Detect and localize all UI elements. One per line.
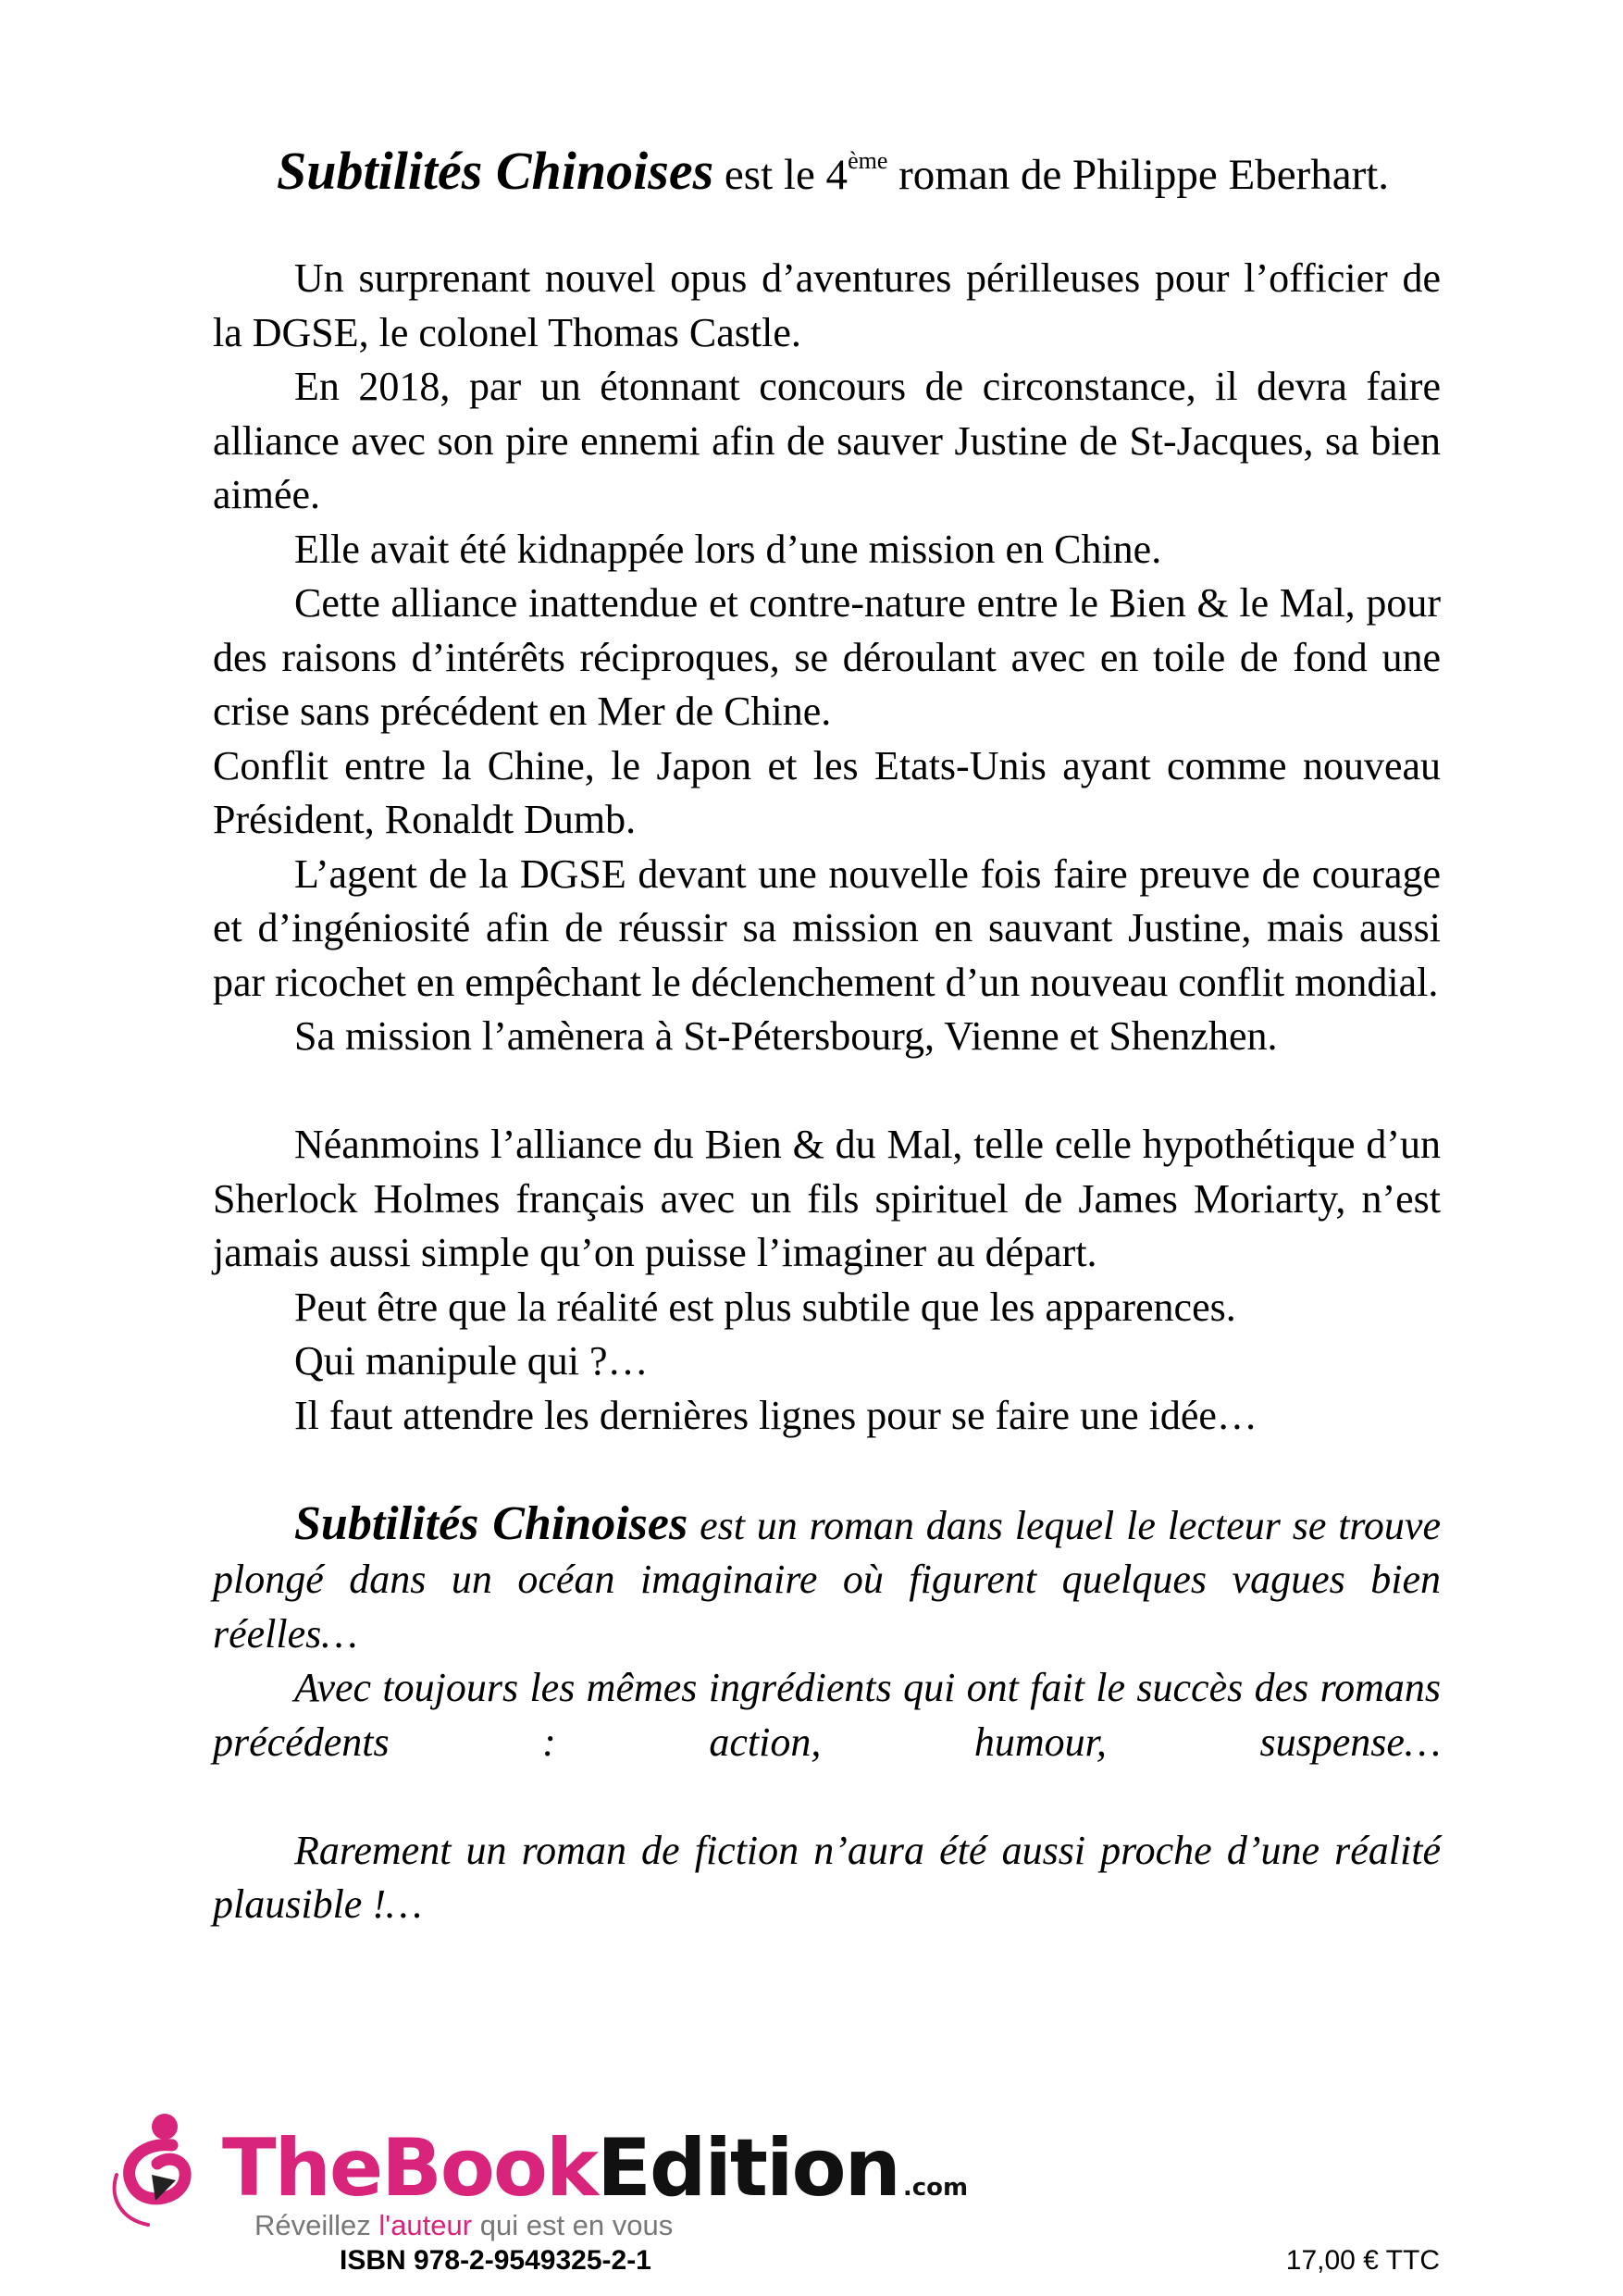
paragraph: Peut être que la réalité est plus subtile que les apparences.: [294, 1284, 1236, 1330]
headline-superscript: ème: [848, 147, 888, 174]
paragraph: Il faut attendre les dernières lignes pour se faire une idée…: [294, 1392, 1258, 1438]
paragraph: En 2018, par un étonnant concours de circonstance, il devra faire alliance avec son pire ennemi afin de sauver Justine de St-Jacques, sa bien aimée.: [213, 364, 1441, 517]
isbn: ISBN 978-2-9549325-2-1: [340, 2245, 651, 2276]
italic-text: est un roman dans lequel le lecteur se trouve plongé dans un océan imaginaire où figurent quelques vagues bien réelles…: [213, 1502, 1441, 1657]
tagline-highlight: l'auteur: [378, 2209, 473, 2241]
headline-text-end: roman de Philippe Eberhart.: [887, 151, 1390, 199]
paragraph: Néanmoins l’alliance du Bien & du Mal, telle celle hypothétique d’un Sherlock Holmes français avec un fils spirituel de James Moriarty, n’est jamais aussi simple qu’on puisse l’imaginer au départ.: [213, 1122, 1441, 1275]
paragraph: Un surprenant nouvel opus d’aventures périlleuses pour l’officier de la DGSE, le colonel Thomas Castle.: [213, 255, 1441, 355]
publisher-brand: [222, 2122, 969, 2215]
italic-paragraph: Avec toujours les mêmes ingrédients qui ont fait le succès des romans précédents : action, humour, suspense…: [213, 1665, 1441, 1765]
paragraph: Qui manipule qui ?…: [294, 1338, 649, 1384]
italic-paragraph: Rarement un roman de fiction n’aura été aussi proche d’une réalité plausible !…: [213, 1827, 1441, 1927]
brand-tld: .com: [902, 2174, 969, 2202]
paragraph: Cette alliance inattendue et contre-nature entre le Bien & le Mal, pour des raisons d’intérêts réciproques, se déroulant avec en toile de fond une crise sans précédent en Mer de Chine.: [213, 580, 1441, 734]
person-swirl-logo-icon: [83, 2110, 222, 2230]
tagline-start: Réveillez: [254, 2209, 379, 2241]
blurb: [213, 252, 1441, 1932]
paragraph: L’agent de la DGSE devant une nouvelle fois faire preuve de courage et d’ingéniosité afin de réussir sa mission en sauvant Justine, mais aussi par ricochet en empêchant le déclenchement d’un nouveau conflit mondial.: [213, 850, 1441, 1005]
paragraph: Conflit entre la Chine, le Japon et les Etats-Unis ayant comme nouveau Président, Ronaldt Dumb.: [213, 742, 1441, 842]
italic-paragraph: [213, 1497, 1441, 1662]
paragraph: Sa mission l’amènera à St-Pétersbourg, Vienne et Shenzhen.: [294, 1013, 1278, 1059]
price: 17,00 € TTC: [1285, 2245, 1440, 2276]
italic-book-title: Subtilités Chinoises: [294, 1496, 688, 1550]
headline-book-title: Subtilités Chinoises: [276, 141, 714, 201]
brand-part-1: TheBook: [222, 2122, 598, 2215]
paragraph: Elle avait été kidnappée lors d’une mission en Chine.: [294, 526, 1162, 572]
tagline-end: qui est en vous: [472, 2209, 674, 2241]
publisher-tagline: [254, 2209, 673, 2242]
headline: [213, 139, 1453, 204]
brand-part-2: Edition: [597, 2122, 899, 2215]
headline-text: est le 4: [713, 151, 849, 199]
